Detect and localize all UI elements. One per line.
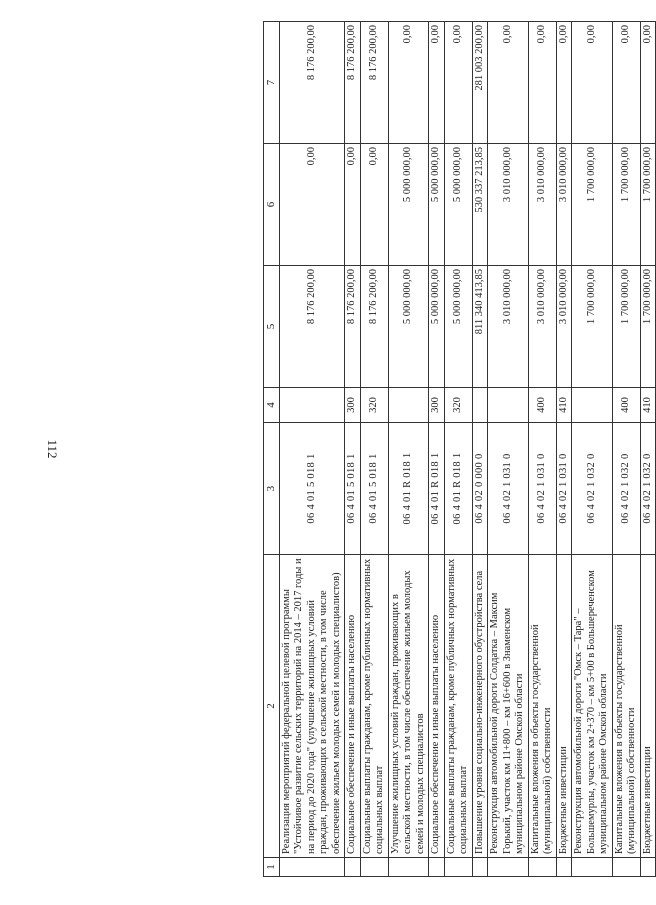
row-amount-col5: 1 700 000,00 — [640, 266, 656, 388]
row-code-cell: 06 4 01 R 018 1 — [388, 423, 429, 555]
row-blank-cell — [528, 858, 556, 877]
row-amount-col5: 3 010 000,00 — [528, 266, 556, 388]
table-header-row — [264, 22, 280, 877]
table-row — [279, 22, 345, 877]
row-amount-col7: 0,00 — [388, 22, 429, 144]
row-amount-col7: 0,00 — [612, 22, 640, 144]
row-amount-col6: 0,00 — [360, 144, 388, 266]
row-code-cell: 06 4 02 1 031 0 — [528, 423, 556, 555]
row-name-cell: Реконструкция автомобильной дороги "Омск – Тара" – Большемурлы, участок км 2+370 – км 5+00 в Большереченском муниципальном районе Омской области — [572, 555, 613, 858]
row-blank-cell — [360, 858, 388, 877]
row-name-cell: Бюджетные инвестиции — [556, 555, 572, 858]
row-code-cell: 06 4 02 1 032 0 — [640, 423, 656, 555]
row-amount-col5: 5 000 000,00 — [444, 266, 472, 388]
table-row — [444, 22, 472, 877]
table-row — [472, 22, 488, 877]
row-amount-col7: 0,00 — [444, 22, 472, 144]
row-amount-col7: 8 176 200,00 — [279, 22, 345, 144]
row-amount-col5: 8 176 200,00 — [360, 266, 388, 388]
row-blank-cell — [612, 858, 640, 877]
row-code-cell: 06 4 02 1 032 0 — [572, 423, 613, 555]
row-blank-cell — [279, 858, 345, 877]
table-row — [640, 22, 656, 877]
row-vr-cell — [388, 388, 429, 423]
row-amount-col5: 8 176 200,00 — [279, 266, 345, 388]
header-col-5: 5 — [264, 266, 280, 388]
table-row — [360, 22, 388, 877]
row-blank-cell — [640, 858, 656, 877]
row-amount-col6: 1 700 000,00 — [612, 144, 640, 266]
row-amount-col6: 5 000 000,00 — [388, 144, 429, 266]
row-amount-col5: 8 176 200,00 — [345, 266, 361, 388]
row-vr-cell: 410 — [556, 388, 572, 423]
row-name-cell: Социальные выплаты гражданам, кроме публичных нормативных социальных выплат — [444, 555, 472, 858]
row-vr-cell — [472, 388, 488, 423]
row-blank-cell — [429, 858, 445, 877]
row-blank-cell — [572, 858, 613, 877]
row-vr-cell: 400 — [612, 388, 640, 423]
row-name-cell: Социальное обеспечение и иные выплаты населению — [345, 555, 361, 858]
row-amount-col7: 0,00 — [640, 22, 656, 144]
row-amount-col7: 8 176 200,00 — [345, 22, 361, 144]
row-name-cell: Социальные выплаты гражданам, кроме публичных нормативных социальных выплат — [360, 555, 388, 858]
row-amount-col5: 811 340 413,85 — [472, 266, 488, 388]
row-name-cell: Реализация мероприятий федеральной целевой программы "Устойчивое развитие сельских территорий на 2014 – 2017 годы и на период до 2020 года" (улучшение жилищных условий граждан, проживающих в сельской местности, в том числе обеспечение жильем молодых семей и молодых специалистов) — [279, 555, 345, 858]
row-code-cell: 06 4 01 5 018 1 — [360, 423, 388, 555]
row-vr-cell: 320 — [444, 388, 472, 423]
row-name-cell: Реконструкция автомобильной дороги Солдатка – Максим Горький, участок км 11+800 – км 16+600 в Знаменском муниципальном районе Омской области — [488, 555, 529, 858]
row-name-cell: Улучшение жилищных условий граждан, проживающих в сельской местности, в том числе обеспечение жильем молодых семей и молодых специалистов — [388, 555, 429, 858]
row-blank-cell — [345, 858, 361, 877]
row-amount-col5: 1 700 000,00 — [572, 266, 613, 388]
row-name-cell: Капитальные вложения в объекты государственной (муниципальной) собственности — [612, 555, 640, 858]
row-code-cell: 06 4 02 0 000 0 — [472, 423, 488, 555]
budget-table-body — [264, 22, 656, 877]
row-amount-col5: 1 700 000,00 — [612, 266, 640, 388]
row-code-cell: 06 4 02 1 031 0 — [488, 423, 529, 555]
table-row — [388, 22, 429, 877]
row-vr-cell — [279, 388, 345, 423]
row-amount-col6: 3 010 000,00 — [488, 144, 529, 266]
page-number: 112 — [45, 439, 60, 459]
row-code-cell: 06 4 02 1 031 0 — [556, 423, 572, 555]
row-amount-col7: 8 176 200,00 — [360, 22, 388, 144]
row-amount-col7: 0,00 — [528, 22, 556, 144]
row-blank-cell — [444, 858, 472, 877]
header-col-3: 3 — [264, 423, 280, 555]
row-amount-col6: 3 010 000,00 — [528, 144, 556, 266]
row-blank-cell — [556, 858, 572, 877]
table-row — [429, 22, 445, 877]
row-code-cell: 06 4 01 R 018 1 — [429, 423, 445, 555]
row-code-cell: 06 4 01 R 018 1 — [444, 423, 472, 555]
row-vr-cell: 300 — [345, 388, 361, 423]
header-col-4: 4 — [264, 388, 280, 423]
row-amount-col5: 5 000 000,00 — [388, 266, 429, 388]
row-name-cell: Бюджетные инвестиции — [640, 555, 656, 858]
row-amount-col5: 5 000 000,00 — [429, 266, 445, 388]
table-row — [556, 22, 572, 877]
row-code-cell: 06 4 02 1 032 0 — [612, 423, 640, 555]
row-amount-col6: 5 000 000,00 — [444, 144, 472, 266]
row-amount-col6: 530 337 213,85 — [472, 144, 488, 266]
row-blank-cell — [488, 858, 529, 877]
row-vr-cell: 400 — [528, 388, 556, 423]
row-amount-col6: 1 700 000,00 — [572, 144, 613, 266]
table-row — [612, 22, 640, 877]
row-vr-cell: 320 — [360, 388, 388, 423]
row-amount-col7: 281 003 200,00 — [472, 22, 488, 144]
row-blank-cell — [472, 858, 488, 877]
row-vr-cell: 300 — [429, 388, 445, 423]
table-row — [528, 22, 556, 877]
row-name-cell: Социальное обеспечение и иные выплаты населению — [429, 555, 445, 858]
row-vr-cell: 410 — [640, 388, 656, 423]
row-code-cell: 06 4 01 5 018 1 — [345, 423, 361, 555]
table-row — [345, 22, 361, 877]
budget-table-sheet — [263, 25, 653, 877]
row-name-cell: Капитальные вложения в объекты государственной (муниципальной) собственности — [528, 555, 556, 858]
row-amount-col7: 0,00 — [488, 22, 529, 144]
row-amount-col6: 5 000 000,00 — [429, 144, 445, 266]
budget-table — [263, 21, 656, 877]
row-amount-col7: 0,00 — [429, 22, 445, 144]
row-amount-col6: 1 700 000,00 — [640, 144, 656, 266]
row-name-cell: Повышение уровня социально-инженерного обустройства села — [472, 555, 488, 858]
row-blank-cell — [388, 858, 429, 877]
row-amount-col5: 3 010 000,00 — [556, 266, 572, 388]
row-amount-col6: 0,00 — [279, 144, 345, 266]
row-amount-col6: 3 010 000,00 — [556, 144, 572, 266]
table-row — [488, 22, 529, 877]
header-col-7: 7 — [264, 22, 280, 144]
row-amount-col6: 0,00 — [345, 144, 361, 266]
table-row — [572, 22, 613, 877]
row-amount-col7: 0,00 — [572, 22, 613, 144]
header-col-1: 1 — [264, 858, 280, 877]
header-col-6: 6 — [264, 144, 280, 266]
row-code-cell: 06 4 01 5 018 1 — [279, 423, 345, 555]
row-vr-cell — [572, 388, 613, 423]
header-col-2: 2 — [264, 555, 280, 858]
row-vr-cell — [488, 388, 529, 423]
row-amount-col7: 0,00 — [556, 22, 572, 144]
row-amount-col5: 3 010 000,00 — [488, 266, 529, 388]
